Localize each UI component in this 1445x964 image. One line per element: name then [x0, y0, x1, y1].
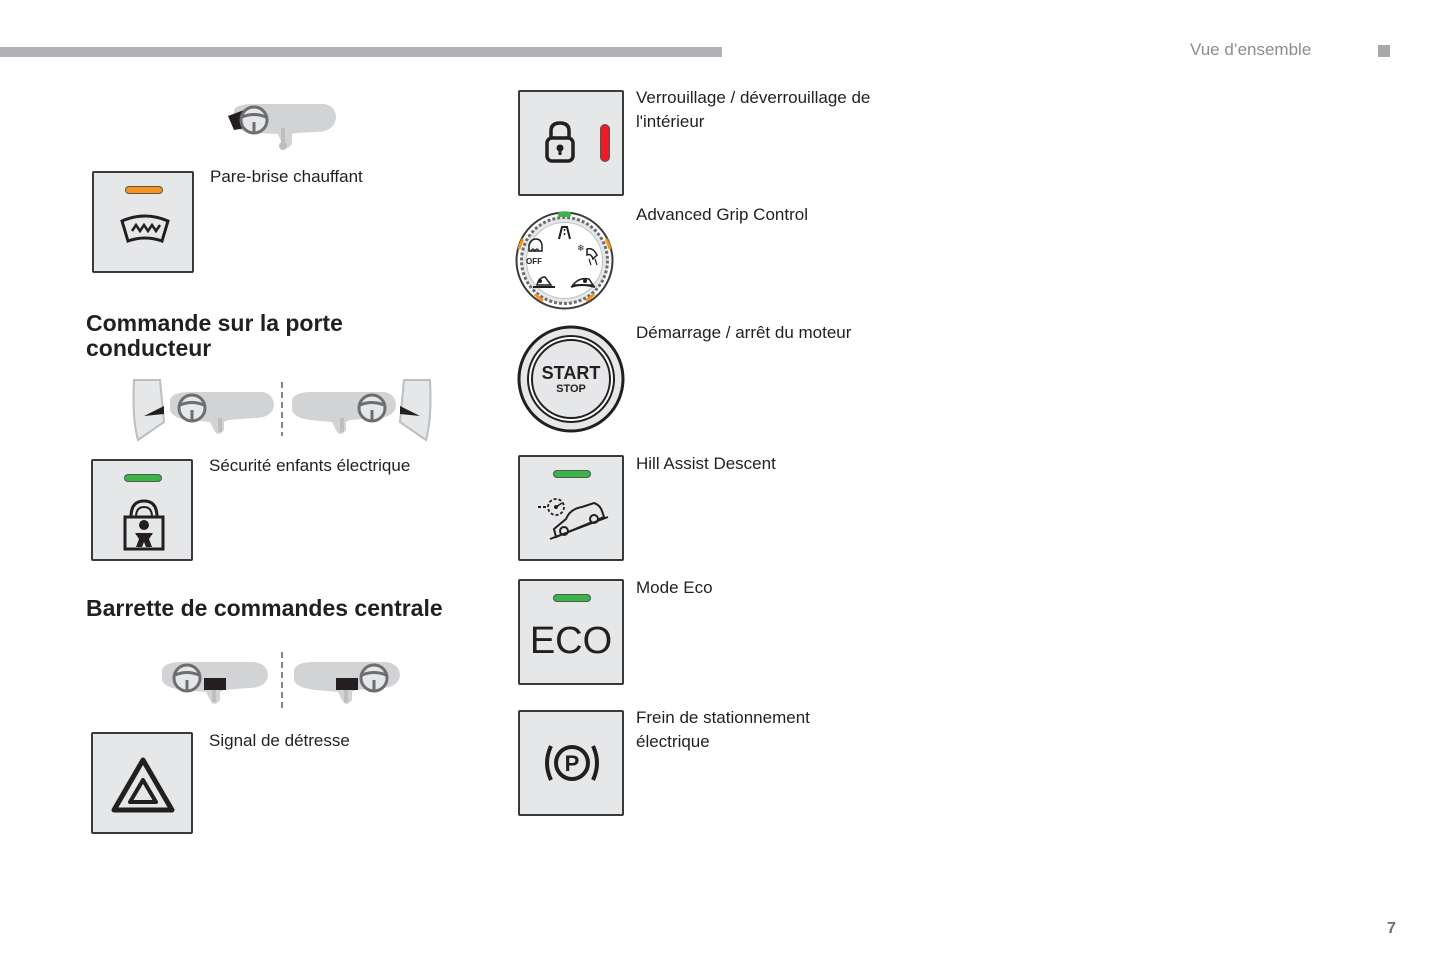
parking-brake-p-text: P: [564, 751, 580, 776]
parking-brake-label: [636, 706, 810, 754]
eco-mode-label: Mode Eco: [636, 578, 713, 597]
central-locking-label: [636, 86, 870, 134]
eco-text: ECO: [529, 620, 613, 662]
electric-parking-brake-button[interactable]: [518, 710, 624, 816]
section-marker: [1378, 45, 1390, 57]
hazard-triangle-icon: [111, 756, 175, 814]
hill-assist-label: Hill Assist Descent: [636, 454, 776, 473]
central-locking-label-line2: l'intérieur: [636, 112, 705, 131]
central-locking-label-line1: Verrouillage / déverrouillage de: [636, 88, 871, 107]
hill-descent-car-icon: [536, 495, 610, 541]
center-strip-heading: Barrette de commandes centrale: [86, 595, 443, 621]
heated-windscreen-icon: [118, 213, 172, 247]
child-lock-button[interactable]: [91, 459, 193, 561]
child-lock-icon: [121, 497, 167, 553]
heated-windscreen-button[interactable]: [92, 171, 194, 273]
eco-mode-indicator: [553, 594, 591, 602]
start-text: START: [541, 363, 601, 383]
start-stop-button[interactable]: [516, 324, 626, 434]
door-controls-heading: [86, 311, 343, 361]
grip-control-label: Advanced Grip Control: [636, 205, 808, 224]
eco-mode-button[interactable]: [518, 579, 624, 685]
grip-control-dial[interactable]: [513, 209, 616, 312]
parking-brake-icon: [541, 740, 603, 786]
center-strip-locator: [160, 650, 405, 710]
grip-control-active-indicator: [558, 212, 571, 217]
parking-brake-label-line2: électrique: [636, 732, 710, 751]
page-number: 7: [1387, 920, 1396, 937]
stop-text: STOP: [556, 383, 586, 395]
padlock-icon: [544, 120, 576, 164]
section-title: Vue d’ensemble: [1190, 40, 1312, 59]
central-locking-button[interactable]: [518, 90, 624, 196]
header-rule: [0, 47, 722, 57]
parking-brake-label-line1: Frein de stationnement: [636, 708, 810, 727]
door-controls-heading-line1: Commande sur la porte: [86, 310, 343, 336]
child-lock-indicator: [124, 474, 162, 482]
dashboard-locator-windscreen: [226, 100, 338, 156]
hazard-warning-button[interactable]: [91, 732, 193, 834]
svg-text:❄: ❄: [577, 244, 585, 254]
heated-windscreen-indicator: [125, 186, 163, 194]
hazard-warning-label: Signal de détresse: [209, 731, 350, 750]
start-stop-label: Démarrage / arrêt du moteur: [636, 323, 852, 342]
esp-off-text: OFF: [526, 257, 542, 266]
hill-assist-descent-button[interactable]: [518, 455, 624, 561]
door-controls-heading-line2: conducteur: [86, 335, 212, 361]
heated-windscreen-label: Pare-brise chauffant: [210, 167, 363, 186]
central-locking-indicator: [600, 124, 610, 162]
door-control-locator: [130, 378, 435, 444]
hill-assist-indicator: [553, 470, 591, 478]
child-lock-label: Sécurité enfants électrique: [209, 456, 411, 475]
